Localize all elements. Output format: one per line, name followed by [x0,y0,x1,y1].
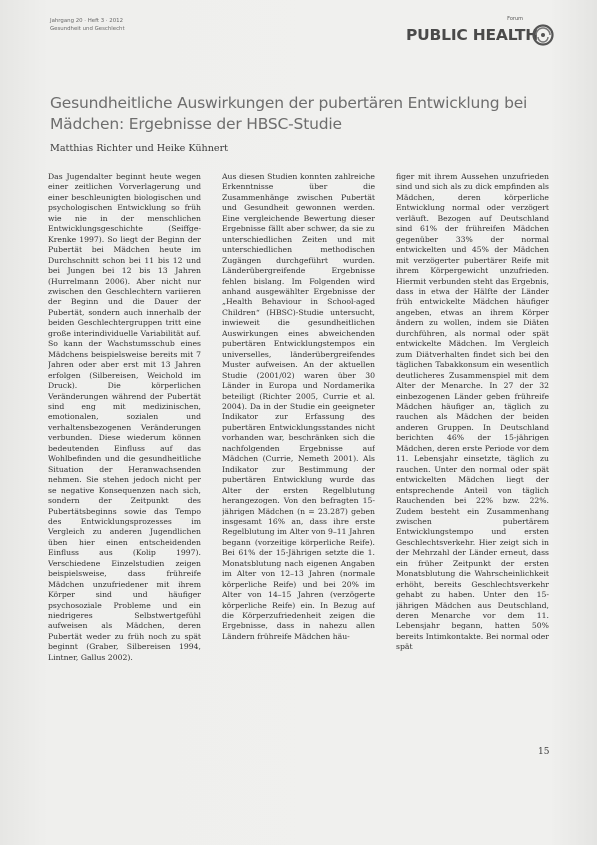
article-title: Gesundheitliche Auswirkungen der pubertären Entwicklung bei Mädchen: Ergebnisse der HBSC-Studie [50,94,528,133]
logo-swirl-icon [532,24,554,46]
body-text: Das Jugendalter beginnt heute wegen einer zeitlichen Vorverlagerung und einer beschleunigten biologischen und psychologischen Entwicklung so früh wie nie in der menschlichen Entwicklungsgeschichte (Seiffge-Krenke 1997). So liegt der Beginn der Pubertät bei Mädchen heute im Durchschnitt schon bei 11 bis 12 und bei Jungen bei 12 bis 13 Jahren (Hurrelmann 2006). Aber nicht nur zwischen den Geschlechtern variieren der Beginn und die Dauer der Pubertät, sondern auch innerhalb der beiden Geschlechtergruppen tritt eine große interindividuelle Variabilität auf. So kann der Wachstumsschub eines Mädchens beispielsweise bereits mit 7 Jahren oder aber erst mit 13 Jahren erfolgen (Silbereisen, Weichold im Druck). Die körperlichen Veränderungen während der Pubertät sind eng mit medizinischen, emotionalen, sozialen und verhaltensbezogenen Veränderungen verbunden. Diese wiederum können bedeutenden Einfluss auf das Wohlbefinden und die gesundheitliche Situation der Heranwachsenden nehmen. Sie stehen jedoch nicht per se negative Konsequenzen nach sich, sondern der Zeitpunkt des Pubertätsbeginns sowie das Tempo des Entwicklungsprozesses im Vergleich zu anderen Jugendlichen üben hier einen entscheidenden Einfluss aus (Kolip 1997). Verschiedene Einzelstudien zeigen beispielsweise, dass frühreife Mädchen unzufriedener mit ihrem Körper sind und häufiger psychosoziale Probleme und ein niedrigeres Selbstwertgefühl aufweisen als Mädchen, deren Pubertät weder zu früh noch zu spät beginnt (Graber, Silbereisen 1994, Lintner, Gallus 2002). [48,172,201,662]
page-number: 15 [538,747,550,757]
journal-logo [406,16,554,56]
article-authors: Matthias Richter und Heike Kühnert [50,143,229,154]
journal-meta [50,17,125,33]
text-column-1 [48,172,201,757]
text-column-3 [396,172,549,757]
logo-prefix: Forum [507,16,523,22]
body-text: figer mit ihrem Aussehen unzufrieden sind und sich als zu dick empfinden als Mädchen, deren körperliche Entwicklung normal oder verzögert verläuft. Bezogen auf Deutschland sind 61% der frühreifen Mädchen gegenüber 33% der normal entwickelten und 45% der Mädchen mit verzögerter pubertärer Reife mit ihrem Körpergewicht unzufrieden. Hiermit verbunden steht das Ergebnis, dass in etwa der Hälfte der Länder früh entwickelte Mädchen häufiger angeben, etwas an ihrem Körper ändern zu wollen, indem sie Diäten durchführen, als normal oder spät entwickelte Mädchen. Im Vergleich zum Diätverhalten findet sich bei den täglichen Tabakkonsum ein wesentlich deutlicheres Zusammenspiel mit dem Alter der Menarche. In 27 der 32 einbezogenen Länder geben frühreife Mädchen häufiger an, täglich zu rauchen als Mädchen der beiden anderen Gruppen. In Deutschland berichten 46% der 15-jährigen Mädchen, deren erste Periode vor dem 11. Lebensjahr einsetzte, täglich zu rauchen. Unter den normal oder spät entwickelten Mädchen liegt der entsprechende Anteil von täglich Rauchenden bei 22% bzw. 22%. Zudem besteht ein Zusammenhang zwischen pubertärem Entwicklungstempo und ersten Geschlechtsverkehr. Hier zeigt sich in der Mehrzahl der Länder erneut, dass ein früher Zeitpunkt der ersten Monatsblutung die Wahrscheinlichkeit erhöht, bereits Geschlechtsverkehr gehabt zu haben. Unter den 15-jährigen Mädchen aus Deutschland, deren Menarche vor dem 11. Lebensjahr begann, hatten 50% bereits Intimkontakte. Bei normal oder spät [396,172,549,652]
body-text: Aus diesen Studien konnten zahlreiche Erkenntnisse über die Zusammenhänge zwischen Pubertät und Gesundheit gewonnen werden. Eine vergleichende Bewertung dieser Ergebnisse fällt aber schwer, da sie zu unterschiedlichen Zeiten und mit unterschiedlichen methodischen Zugängen durchgeführt wurden. Länderübergreifende Ergebnisse fehlen bislang. Im Folgenden wird anhand ausgewählter Ergebnisse der „Health Behaviour in School-aged Children“ (HBSC)-Studie untersucht, inwieweit die gesundheitlichen Auswirkungen eines abweichenden pubertären Entwicklungstempos ein universelles, länderübergreifendes Muster aufweisen. An der aktuellen Studie (2001/02) waren über 30 Länder in Europa und Nordamerika beteiligt (Richter 2005, Currie et al. 2004). Da in der Studie ein geeigneter Indikator zur Erfassung des pubertären Entwicklungsstandes nicht vorhanden war, beschränken sich die nachfolgenden Ergebnisse auf Mädchen (Currie, Nemeth 2001). Als Indikator zur Bestimmung der pubertären Entwicklung wurde das Alter der ersten Regelblutung herangezogen. Von den befragten 15-jährigen Mädchen (n = 23.287) geben insgesamt 16% an, dass ihre erste Regelblutung im Alter von 9–11 Jahren begann (vorzeitige körperliche Reife). Bei 61% der 15-Jährigen setzte die 1. Monatsblutung nach eigenen Angaben im Alter von 12–13 Jahren (normale körperliche Reife) und bei 20% im Alter von 14–15 Jahren (verzögerte körperliche Reife) ein. In Bezug auf die Körperzufriedenheit zeigen die Ergebnisse, dass in nahezu allen Ländern frühreife Mädchen häu- [222,172,375,641]
journal-issue: Jahrgang 20 · Heft 3 · 2012 [50,18,123,24]
issue-topic: Gesundheit und Geschlecht [50,26,125,32]
logo-text: PUBLIC HEALTH [406,26,538,44]
text-column-2 [222,172,375,757]
